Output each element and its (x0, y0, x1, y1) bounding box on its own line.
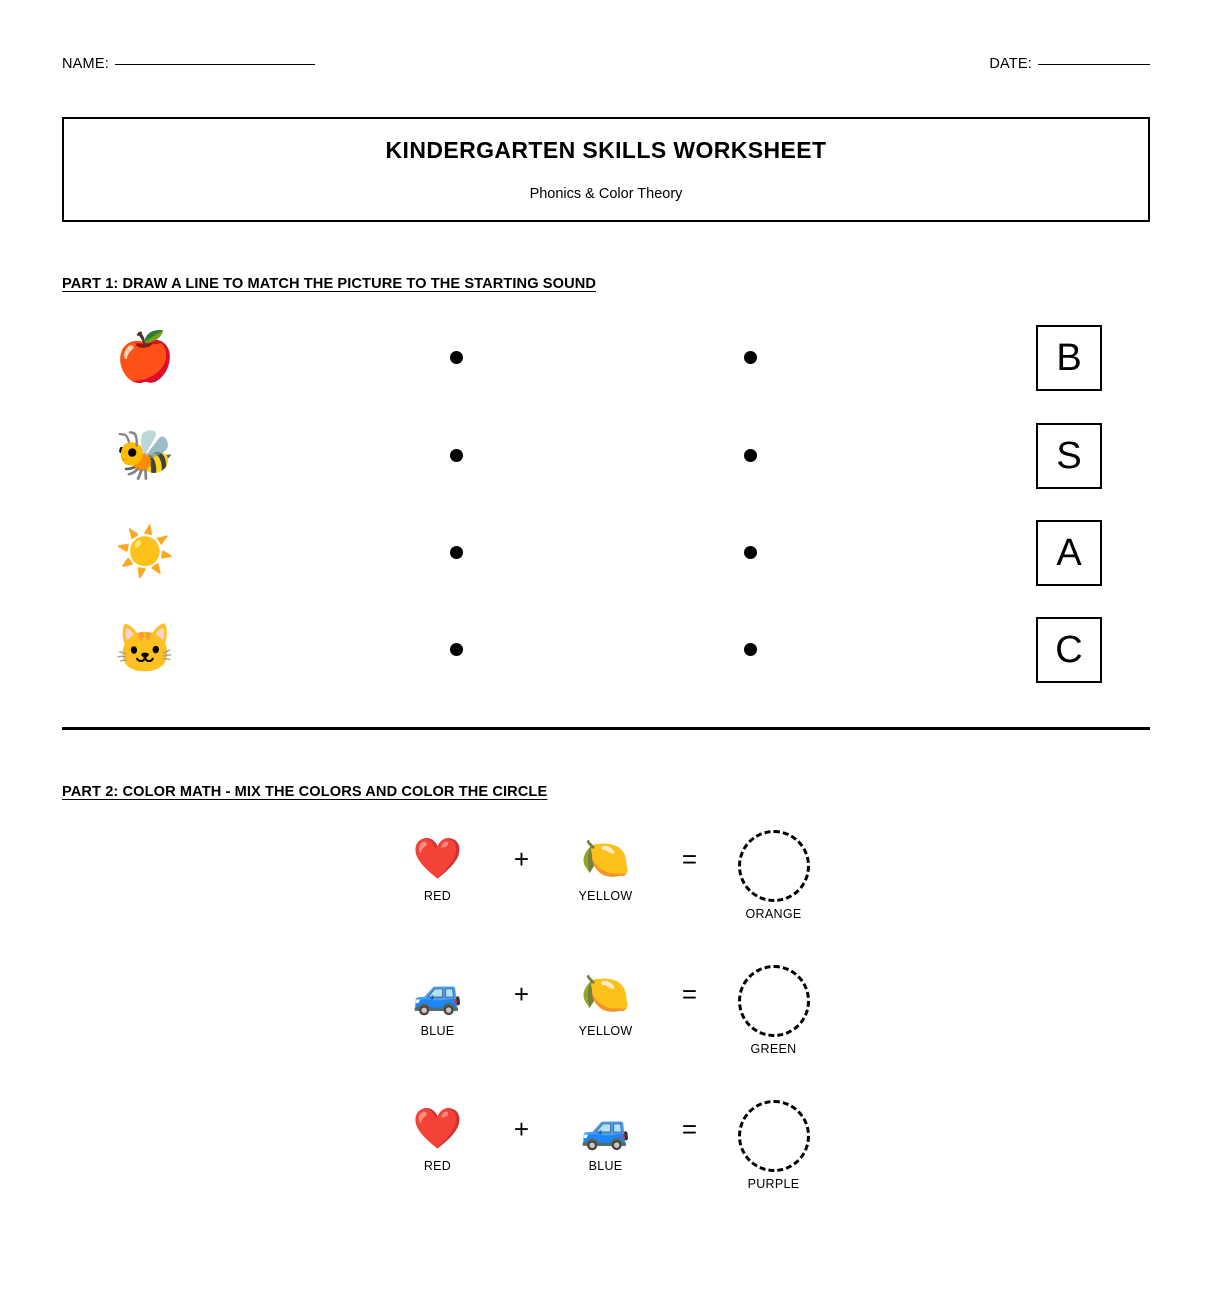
worksheet-header (62, 56, 1150, 80)
letter-box[interactable]: B (1036, 325, 1102, 391)
color-operand-a-label: RED (423, 889, 452, 903)
color-result-label: ORANGE (745, 907, 802, 921)
match-row (0, 421, 1211, 491)
color-operand-a (386, 965, 490, 1038)
color-operand-b-label: YELLOW (578, 889, 633, 903)
color-result-label: PURPLE (747, 1177, 800, 1191)
match-row (0, 323, 1211, 393)
match-dot-right[interactable] (744, 449, 757, 462)
coloring-circle[interactable] (738, 830, 810, 902)
apple-emoji: 🍎 (115, 331, 175, 384)
title-box (62, 117, 1150, 222)
bee-emoji: 🐝 (115, 429, 175, 482)
color-operand-b (554, 965, 658, 1038)
date-field[interactable] (989, 56, 1150, 72)
section-divider (62, 727, 1150, 730)
color-operand-a-label: RED (423, 1159, 452, 1173)
color-math-exercise (0, 820, 1211, 1240)
color-result (722, 830, 826, 921)
matching-exercise (0, 310, 1211, 700)
plus-symbol: + (513, 844, 530, 874)
worksheet-title: KINDERGARTEN SKILLS WORKSHEET (385, 137, 827, 163)
coloring-circle[interactable] (738, 965, 810, 1037)
plus-symbol: + (513, 979, 530, 1009)
red-heart-emoji: ❤️ (412, 1107, 463, 1151)
letter-box[interactable]: C (1036, 617, 1102, 683)
match-row (0, 615, 1211, 685)
color-operand-b-label: BLUE (588, 1159, 623, 1173)
lemon-emoji: 🍋 (580, 972, 631, 1016)
match-dot-right[interactable] (744, 643, 757, 656)
name-label: NAME: (62, 56, 109, 72)
red-heart-emoji: ❤️ (412, 837, 463, 881)
name-write-line[interactable] (115, 64, 315, 65)
sun-emoji: ☀️ (115, 526, 175, 579)
color-result (722, 1100, 826, 1191)
color-operand-a-label: BLUE (420, 1024, 455, 1038)
color-operand-a (386, 830, 490, 903)
equals-symbol: = (681, 844, 698, 874)
part1-heading: PART 1: DRAW A LINE TO MATCH THE PICTURE TO THE STARTING SOUND (62, 276, 597, 292)
blue-suv-emoji: 🚙 (580, 1107, 631, 1151)
color-operand-b-label: YELLOW (578, 1024, 633, 1038)
coloring-circle[interactable] (738, 1100, 810, 1172)
color-math-row (0, 1100, 1211, 1205)
color-result (722, 965, 826, 1056)
worksheet-subtitle: Phonics & Color Theory (529, 186, 683, 202)
name-field[interactable] (62, 56, 315, 72)
match-dot-left[interactable] (450, 546, 463, 559)
color-math-row (0, 830, 1211, 935)
date-write-line[interactable] (1038, 64, 1150, 65)
equals-symbol: = (681, 979, 698, 1009)
color-math-row (0, 965, 1211, 1070)
equals-symbol: = (681, 1114, 698, 1144)
lemon-emoji: 🍋 (580, 837, 631, 881)
color-operand-b (554, 830, 658, 903)
match-dot-right[interactable] (744, 546, 757, 559)
date-label: DATE: (989, 56, 1032, 72)
plus-symbol: + (513, 1114, 530, 1144)
color-result-label: GREEN (750, 1042, 797, 1056)
match-dot-left[interactable] (450, 449, 463, 462)
blue-suv-emoji: 🚙 (412, 972, 463, 1016)
part2-heading: PART 2: COLOR MATH - MIX THE COLORS AND COLOR THE CIRCLE (62, 784, 548, 800)
match-dot-left[interactable] (450, 351, 463, 364)
color-operand-a (386, 1100, 490, 1173)
match-dot-right[interactable] (744, 351, 757, 364)
match-row (0, 518, 1211, 588)
color-operand-b (554, 1100, 658, 1173)
cat-face-emoji: 🐱 (115, 623, 175, 676)
match-dot-left[interactable] (450, 643, 463, 656)
letter-box[interactable]: A (1036, 520, 1102, 586)
letter-box[interactable]: S (1036, 423, 1102, 489)
